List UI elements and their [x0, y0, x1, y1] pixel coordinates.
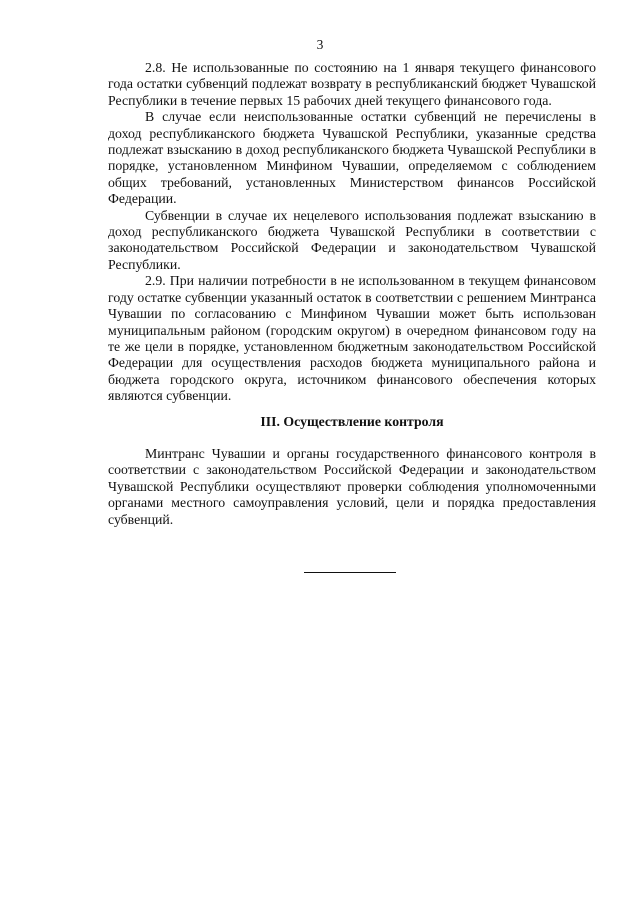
document-body	[108, 60, 596, 528]
paragraph-control: Минтранс Чувашии и органы государственного финансового контроля в соответствии с законодательством Российской Федерации и законодательством Чувашской Республики осуществляют проверки соблюдения уполномоченными органами местного самоуправления условий, цели и порядка предоставления субвенций.	[108, 445, 596, 527]
end-divider	[304, 572, 396, 573]
paragraph-2-8: 2.8. Не использованные по состоянию на 1 января текущего финансового года остатки субвенций подлежат возврату в республиканский бюджет Чувашской Республики в течение первых 15 рабочих дней текущего финансового года.	[108, 60, 596, 108]
paragraph-unused-balance-recovery: В случае если неиспользованные остатки субвенций не перечислены в доход республиканского бюджета Чувашской Республики, указанные средства подлежат взысканию в доход республиканского бюджета Чувашской Республики в порядке, установленном Минфином Чувашии, определяемом с соблюдением общих требований, установленных Министерством финансов Российской Федерации.	[108, 109, 596, 207]
paragraph-2-9: 2.9. При наличии потребности в не использованном в текущем финансовом году остатке субвенции указанный остаток в соответствии с решением Минтранса Чувашии по согласованию с Минфином Чувашии может быть использован муниципальным районом (городским округом) в очередном финансовом году на те же цели в порядке, установленном бюджетным законодательством Российской Федерации для осуществления расходов бюджета муниципального района и бюджета городского округа, источником финансового обеспечения которых являются субвенции.	[108, 273, 596, 404]
page-number: 3	[316, 37, 324, 52]
paragraph-misuse-recovery: Субвенции в случае их нецелевого использования подлежат взысканию в доход республиканского бюджета Чувашской Республики в соответствии с законодательством Российской Федерации и законодательством Чувашской Республики.	[108, 207, 596, 272]
section-heading-control: III. Осуществление контроля	[260, 413, 444, 429]
